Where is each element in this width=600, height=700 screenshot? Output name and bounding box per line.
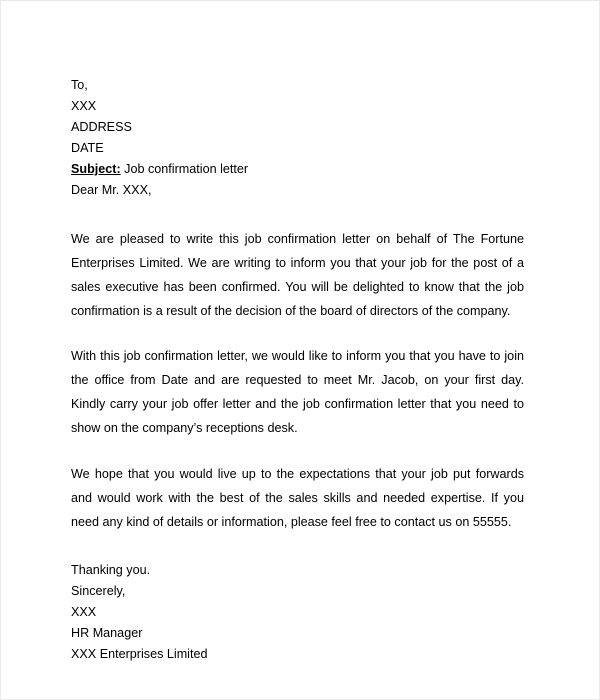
subject-line [71, 159, 524, 180]
recipient-header-block [71, 75, 524, 159]
closing-line-sincerely: Sincerely, [71, 584, 126, 598]
header-line-to: To, [71, 78, 88, 92]
subject-value: Job confirmation letter [120, 162, 249, 176]
header-line-recipient-name: XXX [71, 99, 97, 113]
subject-label: Subject: [71, 162, 121, 176]
body-paragraph-2: With this job confirmation letter, we would like to inform you that you have to join the office from Date and are requested to meet Mr. Jacob, on your first day. Kindly carry your job offer letter and the job confirmation letter that you need to show on the company’s receptions desk. [71, 349, 524, 435]
closing-block [71, 560, 524, 665]
closing-line-signer-name: XXX [71, 605, 97, 619]
body-paragraph-3: We hope that you would live up to the expectations that your job put forwards and would work with the best of the sales skills and needed expertise. If you need any kind of details or information, please feel free to contact us on 55555. [71, 467, 524, 529]
closing-line-company: XXX Enterprises Limited [71, 647, 208, 661]
closing-line-thanks: Thanking you. [71, 563, 151, 577]
header-line-address: ADDRESS [71, 120, 132, 134]
closing-line-signer-title: HR Manager [71, 626, 143, 640]
header-line-date: DATE [71, 141, 104, 155]
body-paragraph-1: We are pleased to write this job confirmation letter on behalf of The Fortune Enterprises Limited. We are writing to inform you that your job for the post of a sales executive has been confirmed. You will be delighted to know that the job confirmation is a result of the decision of the board of directors of the company. [71, 232, 524, 318]
letter-body [71, 75, 524, 665]
salutation: Dear Mr. XXX, [71, 183, 152, 197]
